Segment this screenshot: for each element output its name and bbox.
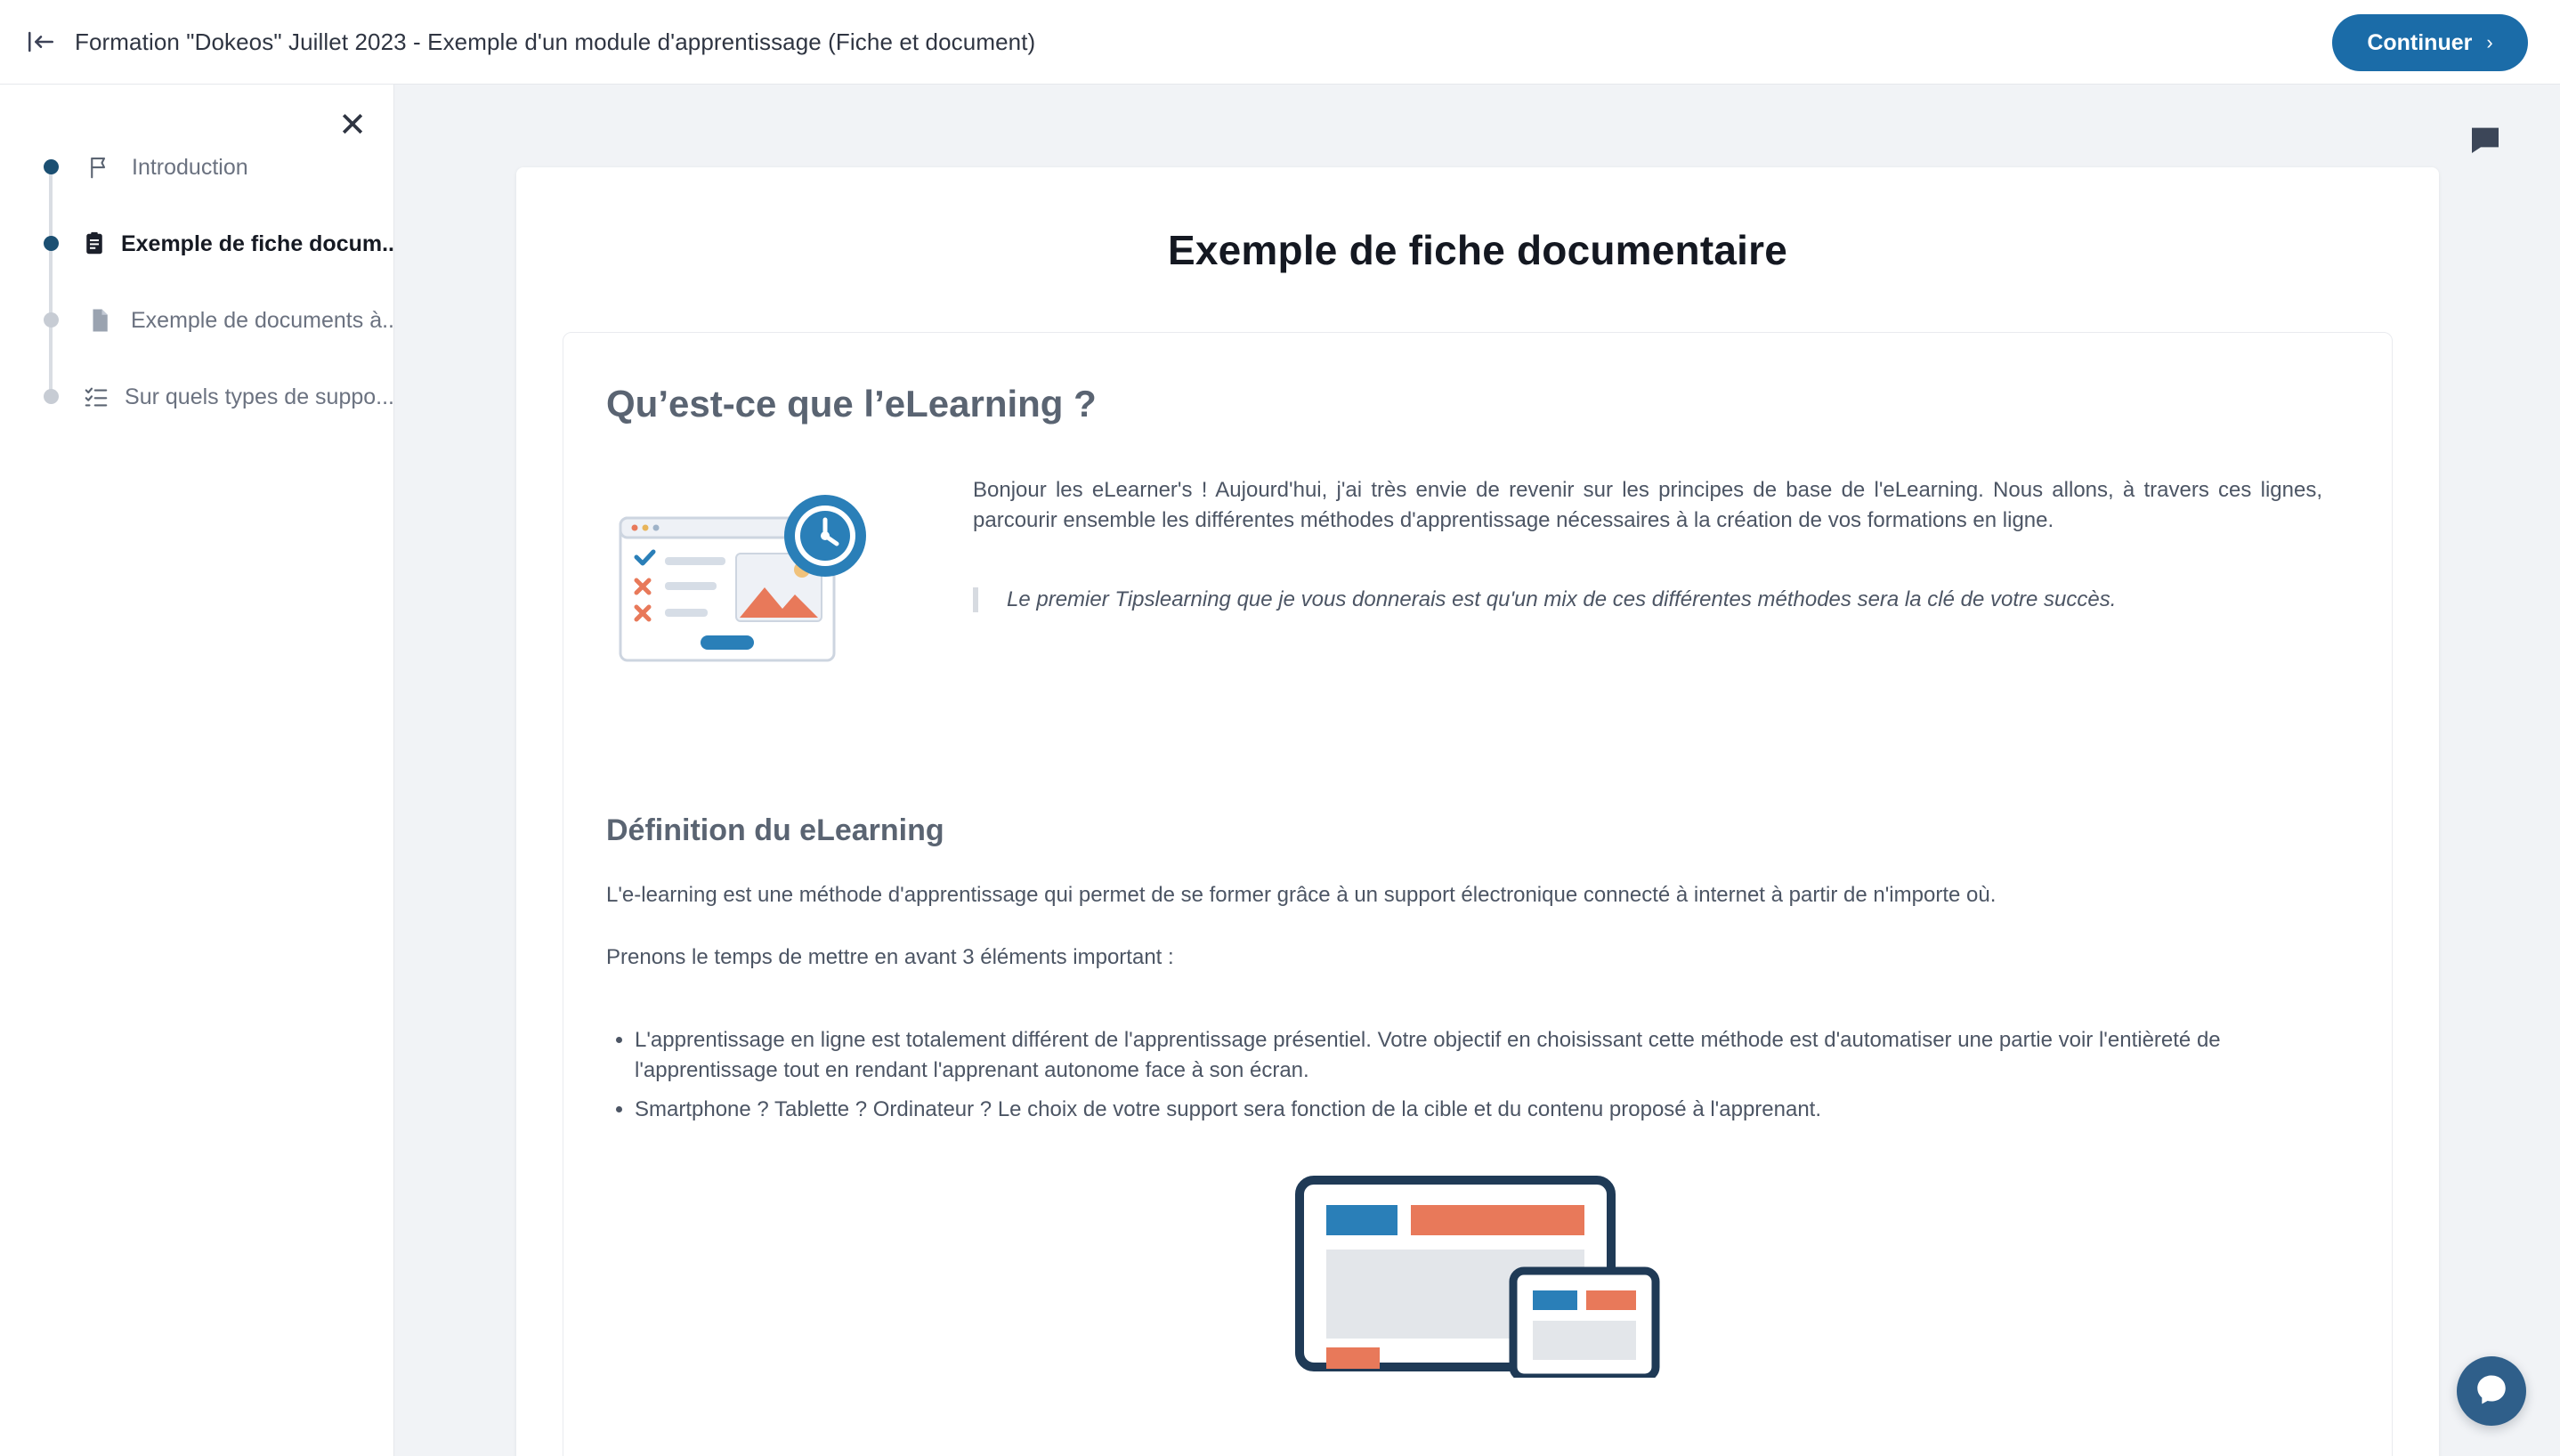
flag-icon (80, 148, 119, 187)
devices-illustration-svg (1246, 1173, 1709, 1378)
devices-illustration (1246, 1173, 1709, 1378)
sidebar-item-exemple-fiche[interactable] (0, 206, 394, 282)
sidebar-item-label: Exemple de documents à.. (131, 307, 394, 333)
document-title: Exemple de fiche documentaire (1167, 227, 1788, 273)
chevron-right-icon: › (2486, 31, 2493, 53)
document-page (516, 167, 2439, 1456)
nav-dot (44, 389, 59, 404)
bullet-list (606, 1025, 2392, 1125)
continue-label: Continuer (2367, 29, 2473, 55)
close-icon[interactable]: ✕ (338, 107, 367, 144)
back-button[interactable] (20, 20, 62, 63)
intro-paragraph: Bonjour les eLearner's ! Aujourd'hui, j'ai très envie de revenir sur les principes de base de l'eLearning. Nous allons, à travers ces lignes, parcourir ensemble les différentes méthodes d'apprentissage nécessaires à la création de vos formations en ligne. (973, 478, 2322, 533)
sidebar-item-types-supports[interactable] (0, 359, 394, 435)
sidebar-item-introduction[interactable] (0, 129, 394, 206)
nav-dot (44, 312, 59, 328)
sidebar (0, 85, 394, 1456)
list-item: • L'apprentissage en ligne est totalement différent de l'apprentissage présentiel. Votre objectif en choisissant cette méthode est d'automatiser une partie voir l'entièreté de l'apprentissage tout en rendant l'apprenant autonome face à son écran. (635, 1025, 2356, 1086)
document-body-card (563, 332, 2393, 1456)
section-heading-1: Qu’est-ce que l’eLearning ? (606, 383, 1097, 425)
section-heading-2: Définition du eLearning (606, 813, 944, 847)
intro-row (563, 475, 2392, 707)
browser-clock-illustration-svg (613, 475, 898, 707)
definition-paragraph: L'e-learning est une méthode d'apprentissage qui permet de se former grâce à un support électronique connecté à internet à partir de n'importe où. (606, 883, 1997, 907)
list-item: • Smartphone ? Tablette ? Ordinateur ? Le choix de votre support sera fonction de la cible et du contenu proposé à l'apprenant. (635, 1095, 2356, 1125)
browser-clock-illustration (613, 475, 898, 707)
tip-quote: Le premier Tipslearning que je vous donnerais est qu'un mix de ces différentes méthodes sera la clé de votre succès. (973, 587, 2322, 612)
sidebar-item-label: Sur quels types de suppo... (125, 384, 394, 409)
lead-in-paragraph: Prenons le temps de mettre en avant 3 éléments important : (606, 944, 1174, 969)
checklist-icon (80, 377, 112, 417)
page-title: Formation "Dokeos" Juillet 2023 - Exemple d'un module d'apprentissage (Fiche et document) (75, 28, 1036, 55)
file-icon (80, 301, 118, 340)
nav-dot (44, 159, 59, 174)
content-area (394, 85, 2560, 1456)
chat-bubble-icon[interactable] (2467, 122, 2507, 161)
back-arrow-icon (26, 27, 56, 57)
intercom-messenger-icon[interactable] (2457, 1356, 2526, 1426)
nav-dot (44, 236, 59, 251)
messenger-glyph-icon (2473, 1372, 2510, 1410)
continue-button[interactable] (2332, 14, 2528, 71)
top-bar (0, 0, 2560, 85)
sidebar-item-label: Introduction (132, 154, 248, 180)
sidebar-item-label: Exemple de fiche docum.. (120, 231, 394, 256)
sidebar-nav-list (0, 129, 394, 435)
intro-text-column (973, 475, 2349, 707)
clipboard-icon (80, 224, 109, 263)
sidebar-item-exemple-documents[interactable] (0, 282, 394, 359)
